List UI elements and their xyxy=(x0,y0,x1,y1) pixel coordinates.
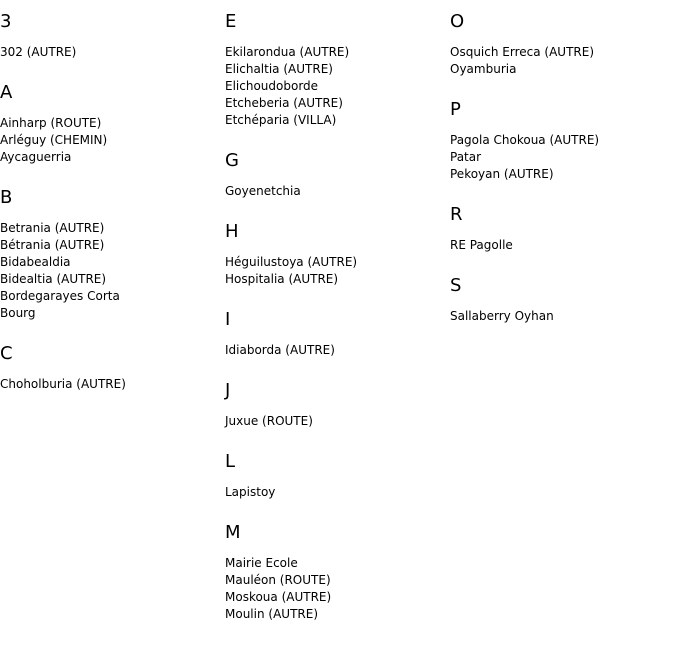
street-entry-link[interactable]: Arléguy (CHEMIN) xyxy=(0,133,108,147)
street-entry-link[interactable]: Elichaltia (AUTRE) xyxy=(225,62,333,76)
street-entry-link[interactable]: 302 (AUTRE) xyxy=(0,45,77,59)
letter-section xyxy=(0,342,220,393)
section-letter-heading: H xyxy=(225,221,239,242)
letter-section xyxy=(450,98,670,183)
letter-section xyxy=(0,186,220,322)
street-entry-link[interactable]: Mairie Ecole xyxy=(225,556,298,570)
street-entry-link[interactable]: Aycaguerria xyxy=(0,150,72,164)
letter-section xyxy=(0,10,220,61)
street-entry-link[interactable]: Etchéparia (VILLA) xyxy=(225,113,337,127)
street-entry-link[interactable]: RE Pagolle xyxy=(450,238,513,252)
letter-section xyxy=(225,220,445,288)
section-letter-heading: C xyxy=(0,343,13,364)
section-letter-heading: G xyxy=(225,150,239,171)
letter-section xyxy=(450,203,670,254)
street-entry-link[interactable]: Goyenetchia xyxy=(225,184,301,198)
section-letter-heading: O xyxy=(450,11,465,32)
street-entry-link[interactable]: Ainharp (ROUTE) xyxy=(0,116,102,130)
street-entry-link[interactable]: Betrania (AUTRE) xyxy=(0,221,105,235)
section-letter-heading: I xyxy=(225,309,231,330)
street-entry-link[interactable]: Bordegarayes Corta xyxy=(0,289,120,303)
letter-section xyxy=(225,10,445,129)
letter-section xyxy=(225,379,445,430)
section-letter-heading: B xyxy=(0,187,13,208)
street-entry-link[interactable]: Pagola Chokoua (AUTRE) xyxy=(450,133,600,147)
section-letter-heading: J xyxy=(225,380,231,401)
street-entry-link[interactable]: Héguilustoya (AUTRE) xyxy=(225,255,358,269)
street-entry-link[interactable]: Oyamburia xyxy=(450,62,517,76)
street-entry-link[interactable]: Etcheberia (AUTRE) xyxy=(225,96,343,110)
letter-section xyxy=(225,308,445,359)
street-entry-link[interactable]: Sallaberry Oyhan xyxy=(450,309,554,323)
section-letter-heading: R xyxy=(450,204,463,225)
street-entry-link[interactable]: Bidealtia (AUTRE) xyxy=(0,272,107,286)
index-column-1 xyxy=(0,10,220,413)
letter-section xyxy=(450,10,670,78)
street-entry-link[interactable]: Juxue (ROUTE) xyxy=(225,414,313,428)
section-letter-heading: M xyxy=(225,522,241,543)
street-entry-link[interactable]: Lapistoy xyxy=(225,485,276,499)
street-entry-link[interactable]: Moskoua (AUTRE) xyxy=(225,590,332,604)
street-entry-link[interactable]: Osquich Erreca (AUTRE) xyxy=(450,45,594,59)
street-entry-link[interactable]: Ekilarondua (AUTRE) xyxy=(225,45,350,59)
section-letter-heading: L xyxy=(225,451,236,472)
street-entry-link[interactable]: Bidabealdia xyxy=(0,255,71,269)
street-entry-link[interactable]: Bourg xyxy=(0,306,36,320)
street-entry-link[interactable]: Moulin (AUTRE) xyxy=(225,607,318,621)
letter-section xyxy=(0,81,220,166)
letter-section xyxy=(450,274,670,325)
index-column-3 xyxy=(450,10,670,345)
street-entry-link[interactable]: Choholburia (AUTRE) xyxy=(0,377,126,391)
street-entry-link[interactable]: Patar xyxy=(450,150,482,164)
letter-section xyxy=(225,450,445,501)
index-column-2 xyxy=(225,10,445,643)
street-entry-link[interactable]: Mauléon (ROUTE) xyxy=(225,573,331,587)
section-letter-heading: 3 xyxy=(0,11,12,32)
street-entry-link[interactable]: Pekoyan (AUTRE) xyxy=(450,167,554,181)
street-entry-link[interactable]: Bétrania (AUTRE) xyxy=(0,238,105,252)
section-letter-heading: S xyxy=(450,275,462,296)
section-letter-heading: P xyxy=(450,99,461,120)
section-letter-heading: E xyxy=(225,11,237,32)
section-letter-heading: A xyxy=(0,82,13,103)
street-entry-link[interactable]: Idiaborda (AUTRE) xyxy=(225,343,335,357)
street-entry-link[interactable]: Hospitalia (AUTRE) xyxy=(225,272,339,286)
street-entry-link[interactable]: Elichoudoborde xyxy=(225,79,319,93)
letter-section xyxy=(225,521,445,623)
letter-section xyxy=(225,149,445,200)
